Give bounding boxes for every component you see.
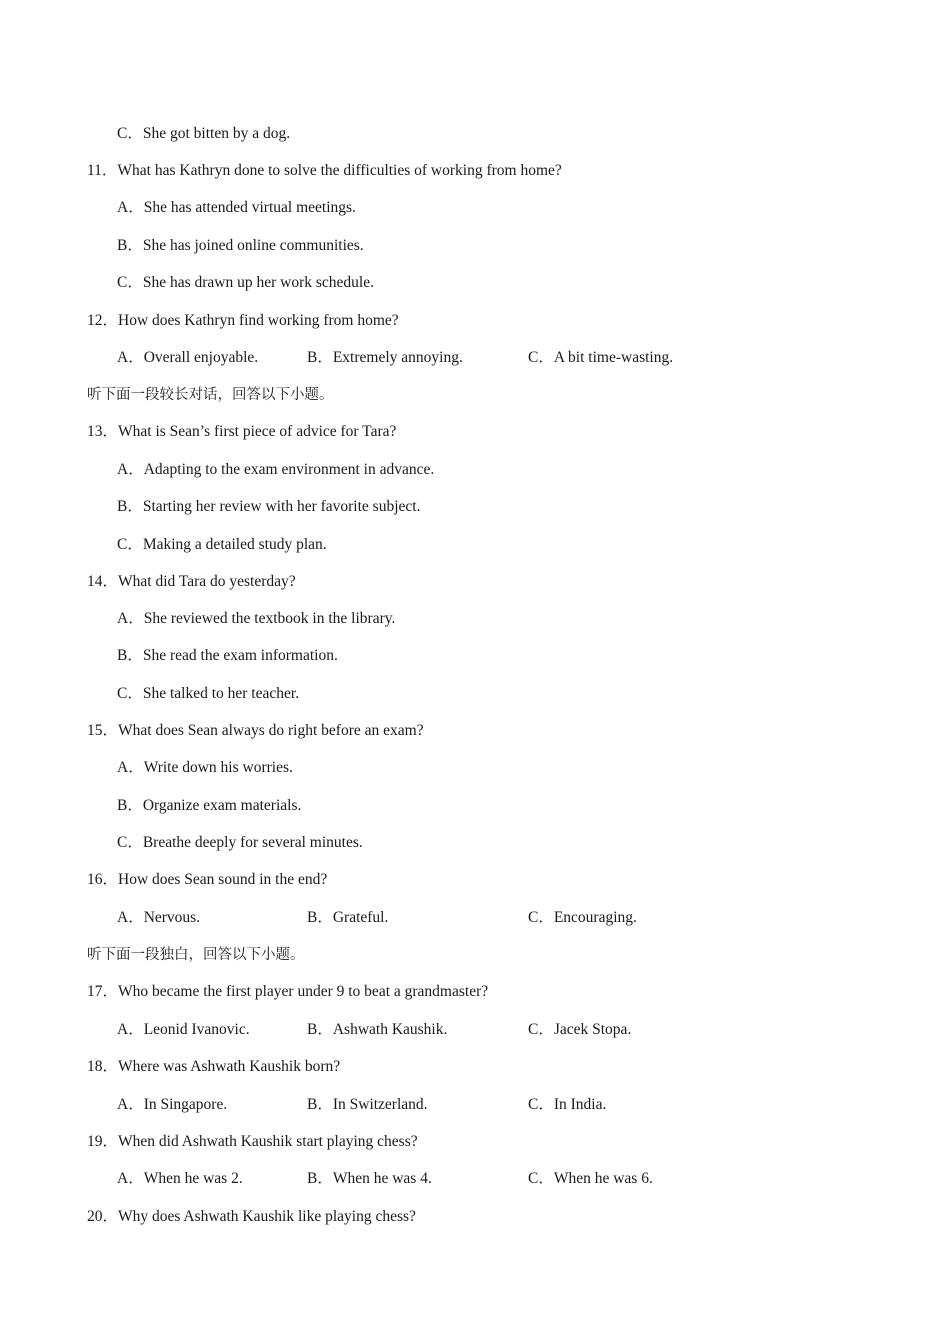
- q14-option-a: A．She reviewed the textbook in the library.: [117, 610, 396, 627]
- q19-option-c: C．When he was 6.: [528, 1170, 653, 1187]
- question-18: 18．Where was Ashwath Kaushik born?: [87, 1058, 341, 1075]
- q19-option-b: B．When he was 4.: [307, 1170, 432, 1187]
- q15-option-c: C．Breathe deeply for several minutes.: [117, 834, 363, 851]
- q12-option-b: B．Extremely annoying.: [307, 349, 463, 366]
- q10-option-c: C．She got bitten by a dog.: [117, 125, 291, 142]
- question-12: 12．How does Kathryn find working from home?: [87, 312, 399, 329]
- q16-option-b: B．Grateful.: [307, 909, 389, 926]
- section-heading-dialog: 听下面一段较长对话，回答以下小题。: [87, 387, 334, 403]
- question-17: 17．Who became the first player under 9 to beat a grandmaster?: [87, 983, 489, 1000]
- question-15: 15．What does Sean always do right before an exam?: [87, 722, 424, 739]
- q14-option-c: C．She talked to her teacher.: [117, 685, 300, 702]
- q17-option-a: A．Leonid Ivanovic.: [117, 1021, 250, 1038]
- question-19: 19．When did Ashwath Kaushik start playing chess?: [87, 1133, 418, 1150]
- q18-option-b: B．In Switzerland.: [307, 1096, 428, 1113]
- question-16: 16．How does Sean sound in the end?: [87, 871, 328, 888]
- q12-option-a: A．Overall enjoyable.: [117, 349, 259, 366]
- section-heading-monologue: 听下面一段独白，回答以下小题。: [87, 947, 305, 963]
- question-20: 20．Why does Ashwath Kaushik like playing chess?: [87, 1208, 416, 1225]
- q18-option-a: A．In Singapore.: [117, 1096, 228, 1113]
- q11-option-c: C．She has drawn up her work schedule.: [117, 274, 374, 291]
- q13-option-b: B．Starting her review with her favorite subject.: [117, 498, 421, 515]
- q17-option-c: C．Jacek Stopa.: [528, 1021, 632, 1038]
- q16-option-c: C．Encouraging.: [528, 909, 637, 926]
- q19-option-a: A．When he was 2.: [117, 1170, 243, 1187]
- q15-option-b: B．Organize exam materials.: [117, 797, 302, 814]
- q16-option-a: A．Nervous.: [117, 909, 201, 926]
- question-11: 11．What has Kathryn done to solve the difficulties of working from home?: [87, 162, 562, 179]
- q11-option-a: A．She has attended virtual meetings.: [117, 199, 356, 216]
- q13-option-c: C．Making a detailed study plan.: [117, 536, 327, 553]
- q14-option-b: B．She read the exam information.: [117, 647, 338, 664]
- q12-option-c: C．A bit time-wasting.: [528, 349, 674, 366]
- q18-option-c: C．In India.: [528, 1096, 607, 1113]
- q13-option-a: A．Adapting to the exam environment in advance.: [117, 461, 435, 478]
- q11-option-b: B．She has joined online communities.: [117, 237, 364, 254]
- question-14: 14．What did Tara do yesterday?: [87, 573, 296, 590]
- q17-option-b: B．Ashwath Kaushik.: [307, 1021, 448, 1038]
- question-13: 13．What is Sean’s first piece of advice for Tara?: [87, 423, 397, 440]
- q15-option-a: A．Write down his worries.: [117, 759, 293, 776]
